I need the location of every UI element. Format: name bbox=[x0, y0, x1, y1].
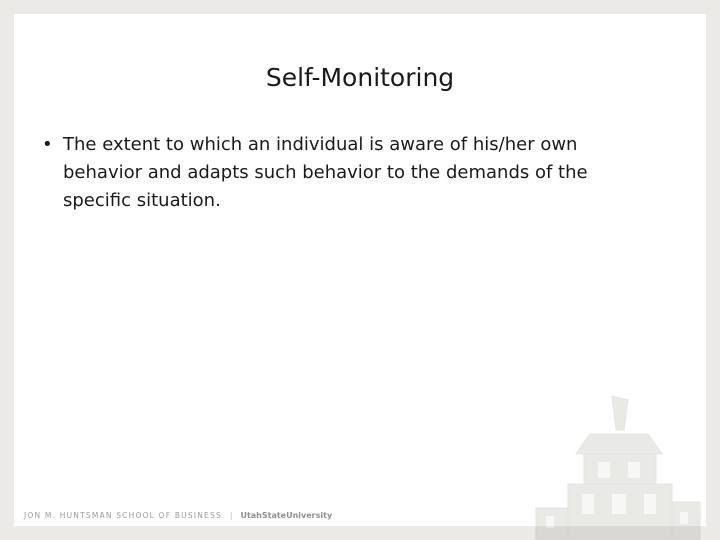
bullet-marker: • bbox=[42, 134, 53, 155]
school-name: JON M. HUNTSMAN SCHOOL OF BUSINESS bbox=[24, 511, 222, 520]
bullet-text: The extent to which an individual is aware of his/her own behavior and adapts such behavior to the demands of the specific situation. bbox=[63, 134, 588, 211]
footer-divider: | bbox=[229, 511, 233, 520]
old-main-tower-icon bbox=[516, 390, 706, 540]
university-logo-text: UtahStateUniversity bbox=[240, 511, 333, 520]
slide-body bbox=[42, 131, 652, 215]
bullet-item bbox=[42, 131, 652, 215]
footer-branding bbox=[24, 511, 332, 520]
slide-title: Self-Monitoring bbox=[265, 63, 455, 92]
